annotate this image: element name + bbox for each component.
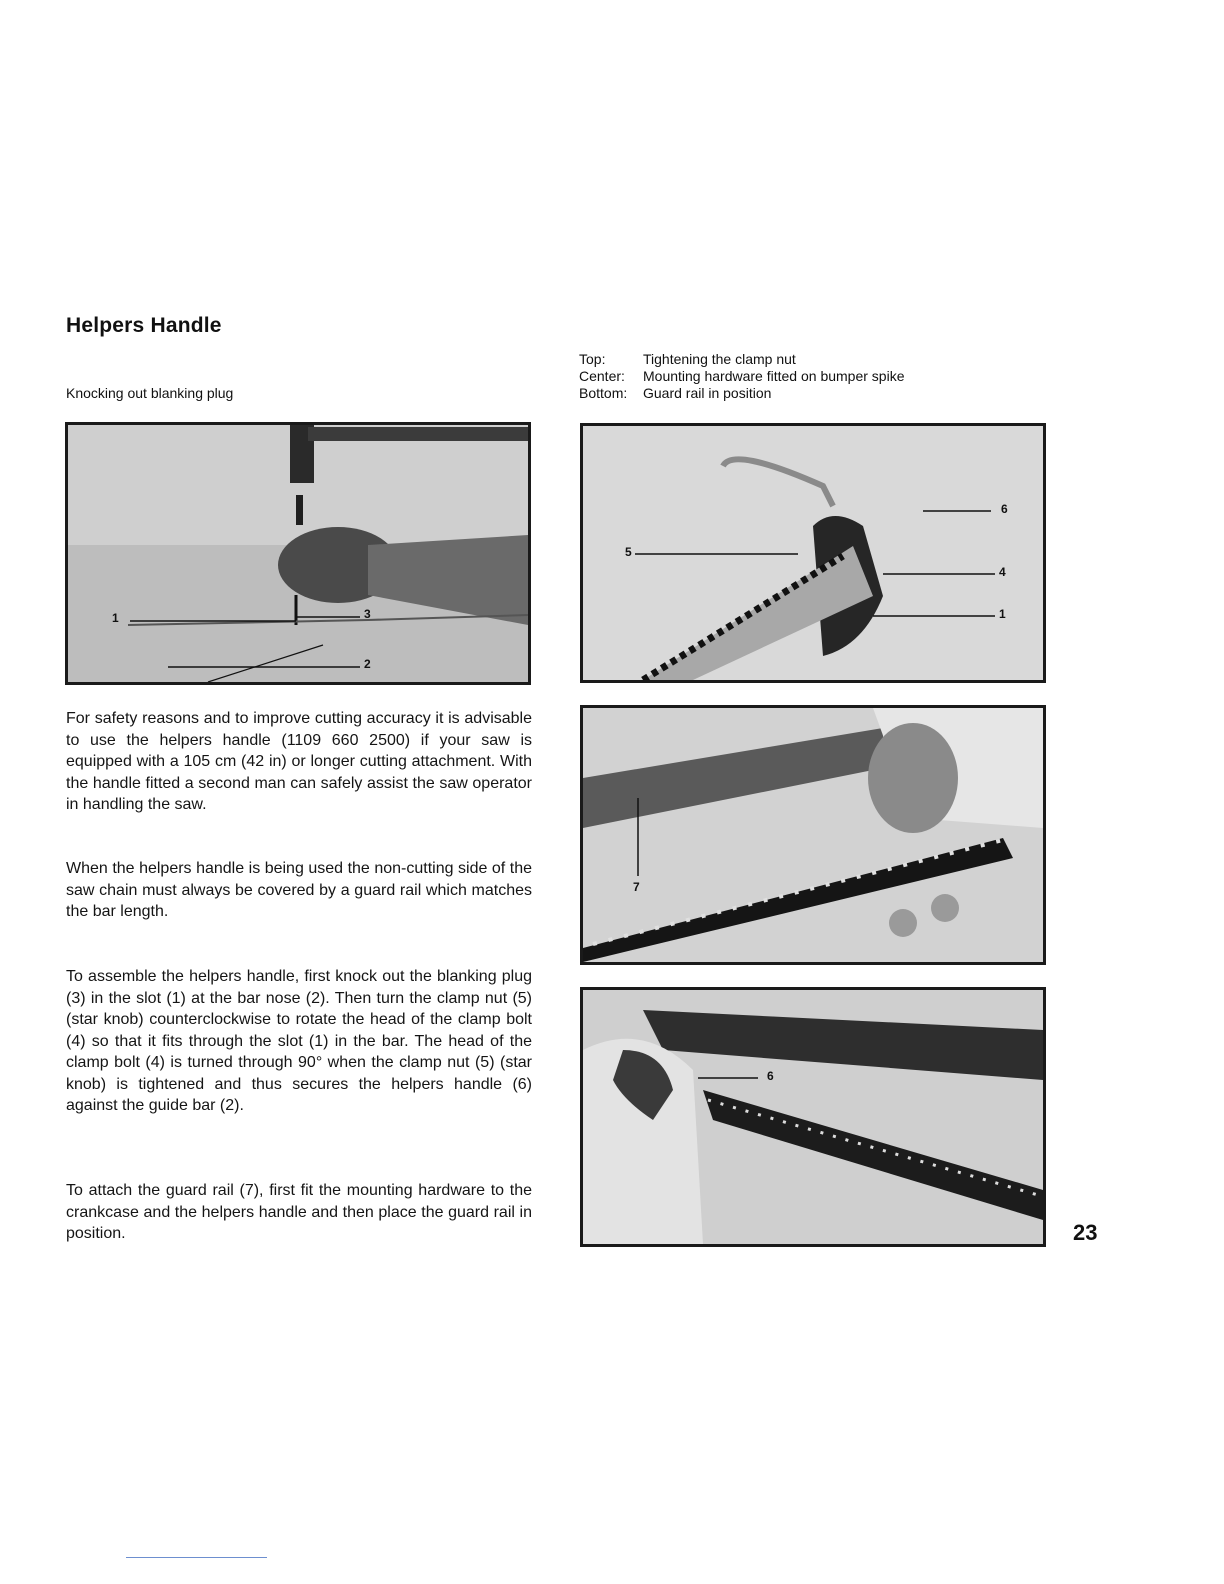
- callout-7: 7: [633, 880, 640, 894]
- caption-top: [579, 351, 904, 368]
- callout-1: 1: [999, 607, 1006, 621]
- caption-center: [579, 368, 904, 385]
- left-figure-caption: Knocking out blanking plug: [66, 385, 234, 401]
- page-number: 23: [1073, 1220, 1098, 1245]
- caption-key: Center:: [579, 368, 625, 384]
- callout-6: 6: [767, 1069, 774, 1083]
- caption-text: Mounting hardware fitted on bumper spike: [643, 368, 905, 384]
- callout-4: 4: [999, 565, 1006, 579]
- caption-key: Top:: [579, 351, 606, 367]
- caption-key: Bottom:: [579, 385, 628, 401]
- photo-top-tightening-clamp-nut: [580, 423, 1046, 683]
- callout-2: 2: [364, 657, 371, 671]
- paragraph-safety: For safety reasons and to improve cutting accuracy it is advisable to use the helpers handle (1109 660 2500) if your saw is equipped with a 105 cm (42 in) or longer cutting attachment. With the handle fitted a second man can safely assist the saw operator in handling the saw.: [66, 710, 532, 813]
- photo-illustration: [583, 708, 1043, 962]
- paragraph-guard-rail-requirement: When the helpers handle is being used the non-cutting side of the saw chain must always be covered by a guard rail which matches the bar length.: [66, 860, 532, 920]
- photo-knocking-out-plug: [65, 422, 531, 685]
- caption-text: Tightening the clamp nut: [643, 351, 796, 367]
- paragraph-attach-guard-rail: To attach the guard rail (7), first fit the mounting hardware to the crankcase and the helpers handle and then place the guard rail in position.: [66, 1182, 532, 1242]
- caption-text: Guard rail in position: [643, 385, 772, 401]
- paragraph-assembly: To assemble the helpers handle, first knock out the blanking plug (3) in the slot (1) at the bar nose (2). Then turn the clamp nut (5) (star knob) counterclockwise to rotate the head of the clamp bolt (4) so that it fits through the slot (1) in the bar. The head of the clamp bolt (4) is turned through 90° when the clamp nut (5) (star knob) is tightened and thus secures the helpers handle (6) against the guide bar (2).: [66, 968, 532, 1114]
- footer-rule: [126, 1557, 267, 1558]
- photo-illustration: [68, 425, 528, 682]
- page-title: Helpers Handle: [66, 314, 222, 337]
- callout-1: 1: [112, 611, 119, 625]
- photo-illustration: [583, 426, 1043, 680]
- photo-illustration: [583, 990, 1043, 1244]
- photo-bottom-guard-rail-in-position: [580, 987, 1046, 1247]
- photo-center-mounting-hardware: [580, 705, 1046, 965]
- caption-bottom: [579, 385, 904, 402]
- callout-5: 5: [625, 545, 632, 559]
- callout-6: 6: [1001, 502, 1008, 516]
- callout-3: 3: [364, 607, 371, 621]
- right-figure-captions: [579, 351, 904, 402]
